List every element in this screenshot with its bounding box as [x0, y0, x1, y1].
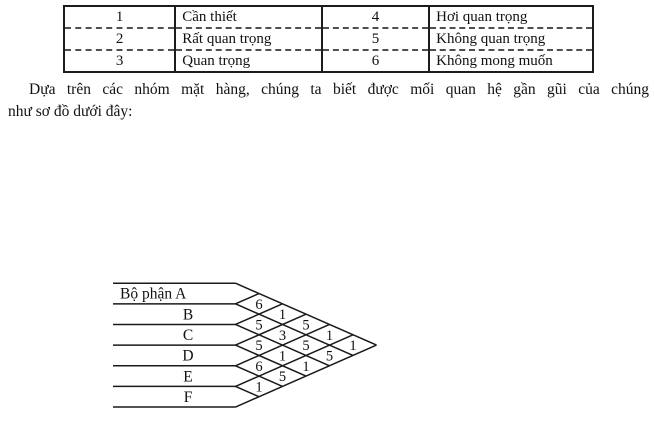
diagram-diagonal-up	[236, 335, 357, 387]
relationship-value: 1	[302, 358, 310, 375]
legend-scale-label: Cần thiết	[175, 6, 322, 28]
legend-scale-label: Hơi quan trọng	[429, 6, 593, 28]
legend-scale-label: Quan trọng	[175, 50, 322, 72]
relationship-value: 3	[278, 327, 287, 344]
relationship-value: 5	[302, 338, 310, 355]
legend-scale-number: 3	[64, 50, 175, 72]
relationship-value: 1	[278, 348, 287, 365]
intro-paragraph-line-2: như sơ đồ dưới đây:	[8, 102, 133, 120]
department-label: E	[183, 368, 193, 386]
legend-scale-number: 1	[64, 6, 175, 28]
department-label: C	[182, 327, 194, 344]
relationship-value: 1	[349, 338, 357, 355]
legend-scale-label: Không mong muốn	[429, 50, 593, 72]
legend-scale-number: 6	[322, 50, 429, 72]
relationship-value: 1	[255, 379, 263, 396]
legend-scale-label: Không quan trọng	[429, 28, 593, 50]
legend-scale-number: 2	[64, 28, 175, 50]
relationship-value: 5	[325, 348, 334, 365]
relationship-value: 5	[255, 338, 263, 355]
relationship-value: 5	[255, 317, 263, 334]
relationship-value: 1	[278, 307, 287, 324]
relationship-value: 5	[302, 317, 310, 334]
relationship-value: 6	[255, 296, 263, 313]
relationship-value: 1	[325, 327, 334, 344]
department-label: Bộ phận A	[120, 285, 187, 303]
legend-scale-number: 5	[322, 28, 429, 50]
department-label: D	[182, 347, 194, 365]
department-label: F	[183, 388, 193, 406]
relationship-value: 6	[255, 358, 263, 375]
legend-scale-label: Rất quan trọng	[175, 28, 322, 50]
department-label: B	[182, 306, 194, 324]
legend-scale-number: 4	[322, 6, 429, 28]
intro-paragraph-line-1: Dựa trên các nhóm mặt hàng, chúng ta biết được mối quan hệ gần gũi của chúng	[29, 81, 649, 98]
diagram-diagonal-down	[236, 304, 357, 356]
relationship-value: 5	[278, 369, 287, 386]
